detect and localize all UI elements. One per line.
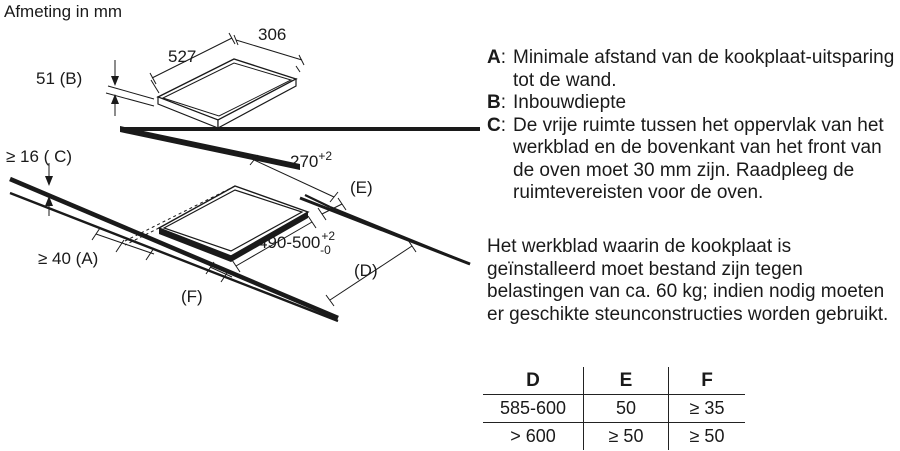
table-cell: 50 [584, 395, 669, 423]
diagram-title: Afmeting in mm [4, 2, 123, 21]
cutout-width-label: $490-500^{+2}$ -0 [258, 229, 336, 257]
table-row [483, 395, 745, 423]
legend-text-a: Minimale afstand van de kookplaat-uitsparing tot de wand. [513, 47, 895, 91]
table-header-row [483, 367, 745, 395]
legend [487, 47, 897, 205]
legend-item-c: C: De vrije ruimte tussen het oppervlak van het werkblad en de bovenkant van het front van de oven moet 30 mm zijn. Raadpleeg de ruimtevereisten voor de oven. [487, 115, 897, 205]
legend-text-c: De vrije ruimte tussen het oppervlak van het werkblad en de bovenkant van het front van de oven moet 30 mm zijn. Raadpleeg de ruimtevereisten voor de oven. [513, 114, 884, 203]
label-e: (E) [350, 178, 373, 197]
table-row [483, 423, 745, 451]
cutout-depth-label: $270^{+2}$ [290, 149, 333, 171]
thickness-label: 51 (B) [36, 69, 83, 88]
table-cell: ≥ 50 [689, 426, 725, 446]
wall-gap-dimension [92, 228, 154, 260]
e-dimension [318, 198, 346, 220]
thickness-dimension [106, 60, 154, 116]
width-label: 527 [168, 47, 197, 66]
column-header-d: D [483, 367, 584, 395]
column-header-e: E [584, 367, 669, 395]
legend-text-b: Inbouwdiepte [513, 92, 627, 113]
depth-label: 306 [258, 25, 287, 44]
table-cell: 585-600 [483, 395, 584, 423]
dimension-table [483, 367, 745, 450]
column-header-f: F [669, 367, 746, 395]
label-f: (F) [181, 287, 203, 306]
wall-gap-label: ≥ 40 (A) [38, 249, 99, 268]
legend-item-a: A: Minimale afstand van de kookplaat-uitsparing tot de wand. [487, 47, 897, 92]
label-d: (D) [354, 261, 378, 280]
table-cell: > 600 [483, 423, 584, 451]
table-cell: ≥ 50 [584, 423, 669, 451]
front-gap-label: ≥ 16 ( C) [6, 147, 73, 166]
legend-item-b: B: Inbouwdiepte [487, 92, 897, 115]
hob-countertop [120, 126, 300, 170]
load-note: Het werkblad waarin de kookplaat is geïnstalleerd moet bestand zijn tegen belastingen van ca. 60 kg; indien nodig moeten er geschikte steunconstructies worden gebruikt. [487, 236, 889, 325]
table-cell: ≥ 35 [669, 395, 746, 423]
